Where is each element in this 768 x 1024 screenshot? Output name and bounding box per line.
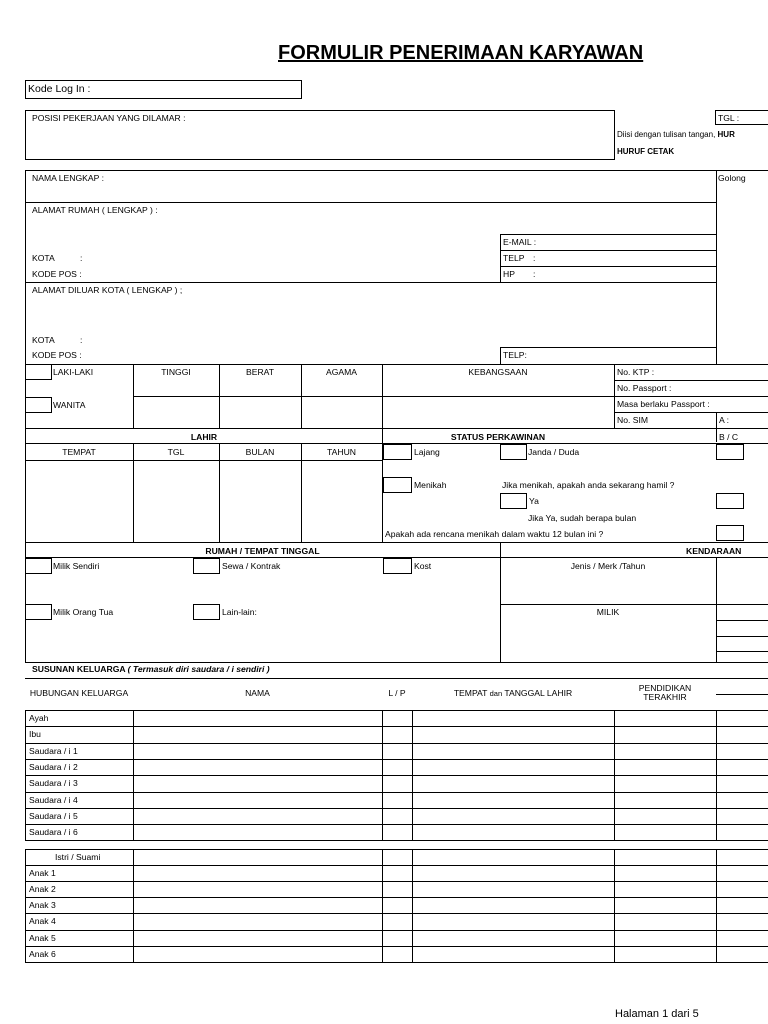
relation-label: Saudara / i 6 — [29, 827, 78, 838]
ya-label: Ya — [529, 496, 539, 506]
relation-label: Ayah — [29, 713, 49, 723]
janda-checkbox[interactable] — [500, 444, 527, 460]
status-box-right-1[interactable] — [716, 444, 744, 460]
tgl-label: TGL : — [718, 113, 740, 123]
hp-colon: : — [533, 269, 536, 279]
kendaraan-milik-label: MILIK — [596, 607, 620, 617]
alamat-label: ALAMAT RUMAH ( LENGKAP ) : — [32, 205, 158, 215]
milik-sendiri-checkbox[interactable] — [25, 558, 52, 574]
relation-label: Anak 6 — [29, 948, 56, 959]
table-row[interactable] — [25, 775, 768, 791]
ktp-label: No. KTP : — [617, 367, 655, 377]
posisi-label: POSISI PEKERJAAN YANG DILAMAR : — [32, 113, 186, 123]
table-row[interactable] — [25, 865, 768, 881]
tempat-tanggal-header: TEMPAT dan TANGGAL LAHIR — [453, 688, 573, 698]
telp-colon: : — [533, 253, 536, 263]
table-row[interactable] — [25, 946, 768, 962]
wanita-checkbox[interactable] — [25, 397, 52, 413]
kost-checkbox[interactable] — [383, 558, 412, 574]
tempat-lahir-label: TEMPAT — [62, 447, 96, 457]
ya-checkbox[interactable] — [500, 493, 527, 509]
page-title: FORMULIR PENERIMAAN KARYAWAN — [278, 42, 644, 64]
status-box-right-3[interactable] — [716, 525, 744, 541]
rencana-question: Apakah ada rencana menikah dalam waktu 12 bulan ini ? — [385, 529, 604, 539]
email-label: E-MAIL : — [503, 237, 537, 247]
page-footer: Halaman 1 dari 5 — [615, 1008, 699, 1020]
tahun-lahir-label: TAHUN — [327, 447, 356, 457]
kota2-colon: : — [80, 335, 83, 345]
relation-label: Istri / Suami — [55, 852, 101, 862]
posisi-note: Diisi dengan tulisan tangan, HUR — [617, 130, 735, 139]
laki-checkbox[interactable] — [25, 364, 52, 380]
kebangsaan-label: KEBANGSAAN — [468, 367, 528, 377]
relation-label: Saudara / i 1 — [29, 745, 78, 756]
hamil-question: Jika menikah, apakah anda sekarang hamil ? — [502, 480, 675, 490]
kodepos2-label: KODE POS : — [32, 350, 82, 360]
nama-label: NAMA LENGKAP : — [32, 173, 104, 183]
relation-label: Saudara / i 5 — [29, 810, 78, 821]
lajang-checkbox[interactable] — [383, 444, 412, 460]
keluarga-title: SUSUNAN KELUARGA ( Termasuk diri saudara / i sendiri ) — [32, 664, 270, 674]
telp2-label: TELP: — [503, 350, 527, 360]
status-box-right-2[interactable] — [716, 493, 744, 509]
lain-checkbox[interactable] — [193, 604, 220, 620]
relation-label: Saudara / i 2 — [29, 761, 78, 772]
table-row[interactable] — [25, 897, 768, 913]
hp-label: HP — [503, 269, 515, 279]
telp-label: TELP — [503, 253, 525, 263]
sewa-checkbox[interactable] — [193, 558, 220, 574]
kota-colon: : — [80, 253, 83, 263]
relation-label: Ibu — [29, 729, 41, 740]
posisi-note-2: HURUF CETAK — [617, 147, 675, 156]
kota2-label: KOTA — [32, 335, 55, 345]
tinggi-label: TINGGI — [161, 367, 191, 377]
relation-label: Anak 1 — [29, 868, 56, 879]
lajang-label: Lajang — [414, 447, 440, 457]
tgl-lahir-label: TGL — [167, 447, 185, 457]
milik-ortu-checkbox[interactable] — [25, 604, 52, 620]
berapa-question: Jika Ya, sudah berapa bulan — [528, 513, 637, 523]
relation-label: Anak 2 — [29, 884, 56, 895]
lp-header: L / P — [388, 688, 406, 698]
table-row[interactable] — [25, 710, 768, 726]
pendidikan-header: PENDIDIKAN TERAKHIR — [638, 683, 692, 702]
table-row[interactable] — [25, 759, 768, 775]
relation-label: Anak 4 — [29, 916, 56, 927]
passport-label: No. Passport : — [617, 383, 672, 393]
relation-label: Anak 5 — [29, 932, 56, 943]
kost-label: Kost — [414, 561, 432, 571]
sewa-label: Sewa / Kontrak — [222, 561, 281, 571]
relation-label: Saudara / i 3 — [29, 778, 78, 789]
kendaraan-header: KENDARAAN — [686, 546, 742, 556]
login-label: Kode Log In : — [28, 83, 91, 95]
table-row[interactable] — [25, 808, 768, 824]
relation-label: Anak 3 — [29, 900, 56, 911]
table-row[interactable] — [25, 743, 768, 759]
table-row[interactable] — [25, 824, 768, 840]
jenis-label: Jenis / Merk /Tahun — [570, 561, 646, 571]
laki-label: LAKI-LAKI — [53, 367, 94, 377]
lahir-header: LAHIR — [190, 432, 218, 442]
rumah-header: RUMAH / TEMPAT TINGGAL — [205, 546, 320, 556]
nama-header: NAMA — [245, 688, 270, 698]
janda-label: Janda / Duda — [528, 447, 580, 457]
sim-bc-label: B / C — [719, 432, 739, 442]
lain-label: Lain-lain: — [222, 607, 257, 617]
sim-a-label: A : — [719, 415, 730, 425]
milik-sendiri-label: Milik Sendiri — [53, 561, 100, 571]
alamat2-label: ALAMAT DILUAR KOTA ( LENGKAP ) ; — [32, 285, 183, 295]
status-header: STATUS PERKAWINAN — [450, 432, 546, 442]
menikah-checkbox[interactable] — [383, 477, 412, 493]
table-row[interactable] — [25, 930, 768, 946]
milik-ortu-label: Milik Orang Tua — [53, 607, 114, 617]
kota-label: KOTA — [32, 253, 55, 263]
table-row[interactable] — [25, 792, 768, 808]
table-row[interactable] — [25, 881, 768, 897]
table-row[interactable] — [25, 913, 768, 929]
menikah-label: Menikah — [414, 480, 447, 490]
hubungan-header: HUBUNGAN KELUARGA — [29, 688, 129, 698]
berat-label: BERAT — [245, 367, 274, 377]
masa-passport-label: Masa berlaku Passport : — [617, 399, 710, 409]
sim-label: No. SIM — [617, 415, 649, 425]
agama-label: AGAMA — [325, 367, 358, 377]
relation-label: Saudara / i 4 — [29, 794, 78, 805]
kodepos-label: KODE POS : — [32, 269, 82, 279]
table-row[interactable] — [25, 849, 768, 865]
table-row[interactable] — [25, 726, 768, 742]
golongan-label: Golong — [718, 173, 746, 183]
bulan-lahir-label: BULAN — [245, 447, 275, 457]
wanita-label: WANITA — [53, 400, 86, 410]
